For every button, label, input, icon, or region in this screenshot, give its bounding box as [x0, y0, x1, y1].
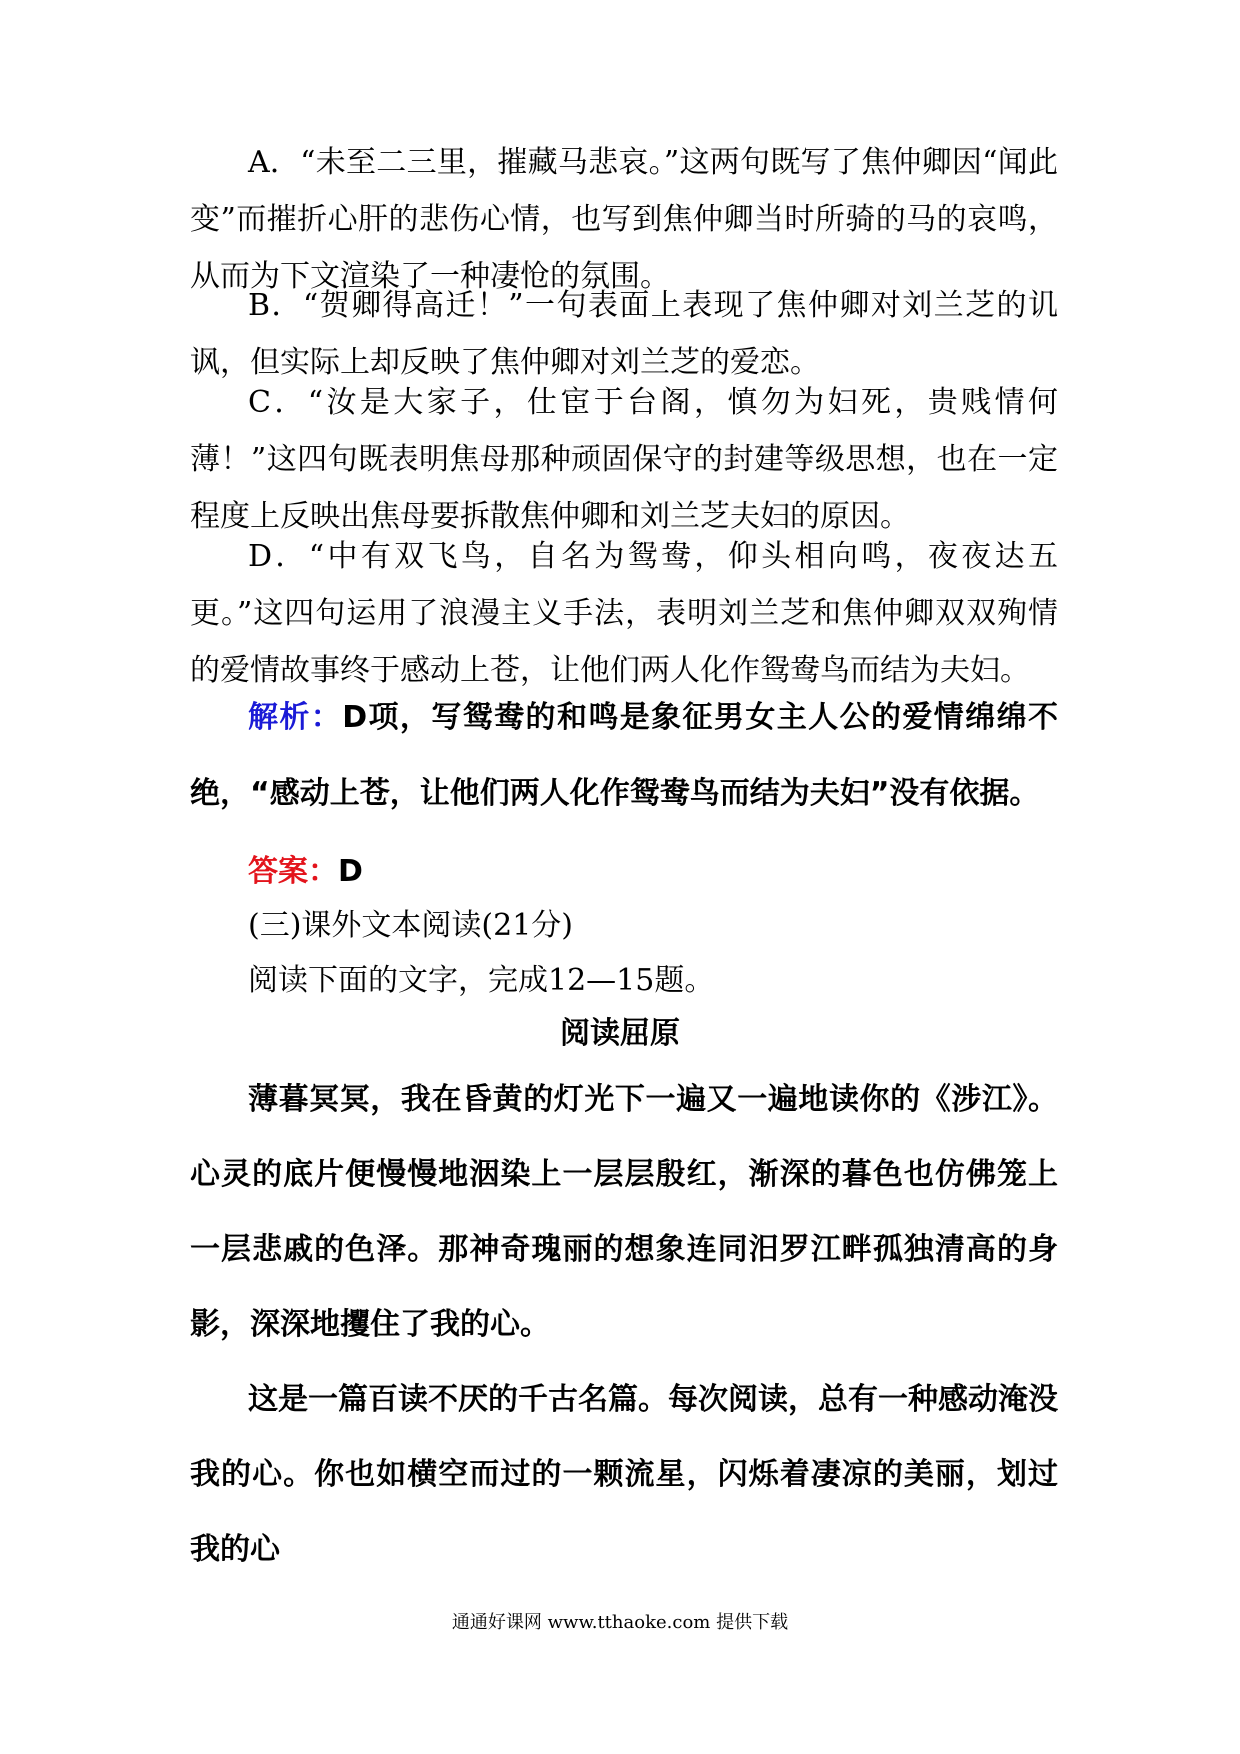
- answer-line: [190, 846, 1058, 890]
- answer-value: D: [338, 854, 363, 889]
- section-heading: (三)课外文本阅读(21分): [248, 908, 573, 943]
- analysis-label: 解析：: [248, 700, 343, 735]
- option-d: D．“中有双飞鸟，自名为鸳鸯，仰头相向鸣，夜夜达五更。”这四句运用了浪漫主义手法，表明刘兰芝和焦仲卿双双殉情的爱情故事终于感动上苍，让他们两人化作鸳鸯鸟而结为夫妇。: [190, 539, 1058, 688]
- passage-title: 阅读屈原: [560, 1016, 680, 1051]
- passage-paragraph-1: 薄暮冥冥，我在昏黄的灯光下一遍又一遍地读你的《涉江》。心灵的底片便慢慢地洇染上一层层殷红，渐深的暮色也仿佛笼上一层悲戚的色泽。那神奇瑰丽的想象连同汨罗江畔孤独清高的身影，深深地攫住了我的心。: [190, 1082, 1058, 1342]
- option-b: B．“贺卿得高迁！”一句表面上表现了焦仲卿对刘兰芝的讥讽，但实际上却反映了焦仲卿对刘兰芝的爱恋。: [190, 288, 1058, 380]
- analysis-text: D项，写鸳鸯的和鸣是象征男女主人公的爱情绵绵不绝，“感动上苍，让他们两人化作鸳鸯鸟而结为夫妇”没有依据。: [190, 700, 1059, 811]
- footer-source: 通通好课网 www.tthaoke.com 提供下载: [451, 1612, 789, 1633]
- section-instruction: 阅读下面的文字，完成12—15题。: [248, 963, 715, 998]
- option-a: A．“未至二三里，摧藏马悲哀。”这两句既写了焦仲卿因“闻此变”而摧折心肝的悲伤心情，也写到焦仲卿当时所骑的马的哀鸣，从而为下文渲染了一种凄怆的氛围。: [190, 145, 1058, 294]
- passage-paragraph-2: 这是一篇百读不厌的千古名篇。每次阅读，总有一种感动淹没我的心。你也如横空而过的一颗流星，闪烁着凄凉的美丽，划过我的心: [190, 1382, 1058, 1567]
- answer-label: 答案：: [248, 854, 338, 889]
- analysis-block: [190, 680, 1058, 832]
- option-c: C．“汝是大家子，仕宦于台阁，慎勿为妇死，贵贱情何薄！”这四句既表明焦母那种顽固保守的封建等级思想，也在一定程度上反映出焦母要拆散焦仲卿和刘兰芝夫妇的原因。: [190, 385, 1058, 534]
